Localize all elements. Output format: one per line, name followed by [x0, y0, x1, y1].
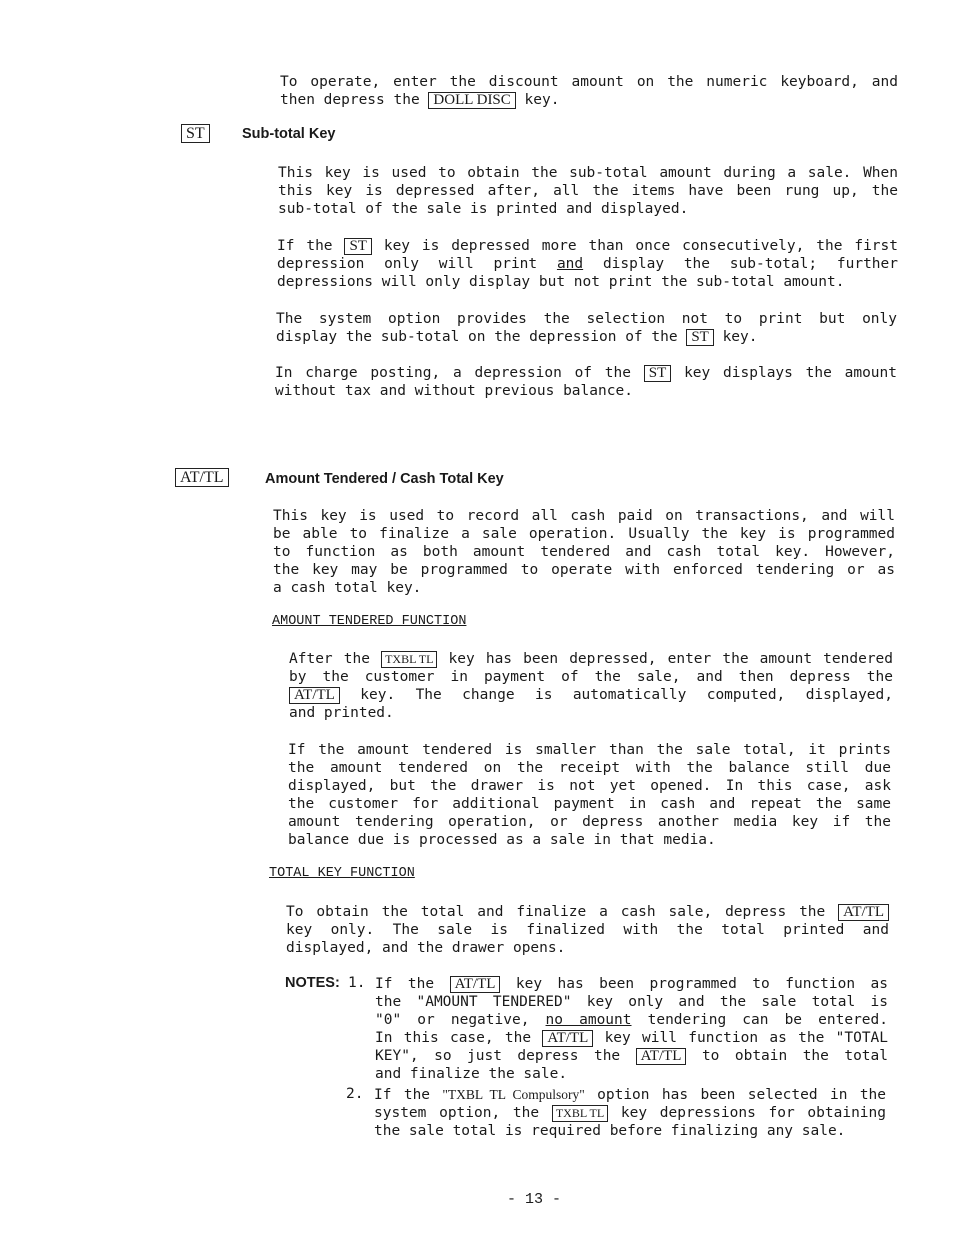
note-1-line-2: the "AMOUNT TENDERED" key only and the sale total is: [375, 994, 888, 1010]
attl-p1-line-3: to function as both amount tendered and cash total key. However,: [273, 544, 895, 560]
tk-p1-line-2: key only. The sale is finalized with the total printed and: [286, 922, 889, 938]
st-p2-line-1: If the ST key is depressed more than once consecutively, the first: [277, 238, 898, 254]
attl-section-title: Amount Tendered / Cash Total Key: [265, 471, 504, 487]
at-paragraph-2: [288, 741, 891, 849]
tk-paragraph-1: [286, 903, 889, 957]
at-p2-line-1: If the amount tendered is smaller than the sale total, it prints: [288, 742, 891, 758]
at-p1-line-2: by the customer in payment of the sale, and then depress the: [289, 669, 893, 685]
attl-p1-line-5: a cash total key.: [273, 580, 422, 596]
attl-side-key: AT/TL: [175, 468, 229, 487]
at-p1-line-1: After the TXBL TL key has been depressed, enter the amount tendered: [289, 651, 894, 667]
at-p2-line-5: amount tendering operation, or depress another media key if the: [288, 814, 891, 830]
st-paragraph-4: [275, 364, 897, 400]
st-p4-line-2: without tax and without previous balance.: [275, 383, 633, 399]
st-key-inline: ST: [686, 329, 714, 346]
note-2: [374, 1086, 886, 1140]
attl-p1-line-2: be able to finalize a sale operation. Usually the key is programmed: [273, 526, 895, 542]
st-p4-line-1: In charge posting, a depression of the ST key displays the amount: [275, 365, 897, 381]
note-1-line-5: KEY", so just depress the AT/TL to obtain the total: [375, 1048, 888, 1064]
txbl-tl-key-inline: TXBL TL: [381, 651, 437, 668]
tk-p1-line-1: To obtain the total and finalize a cash sale, depress the AT/TL: [286, 903, 889, 921]
at-p1-line-3: AT/TL key. The change is automatically computed, displayed,: [289, 686, 893, 704]
st-p2-line-2: depression only will print and display the sub-total; further: [277, 256, 898, 272]
note-1-number: 1.: [348, 975, 366, 991]
st-section-title: Sub-total Key: [242, 126, 336, 142]
notes-label: NOTES:: [285, 975, 340, 991]
st-p1-line-1: This key is used to obtain the sub-total amount during a sale. When: [278, 165, 898, 181]
attl-p1-line-4: the key may be programmed to operate with enforced tendering or as: [273, 562, 895, 578]
st-p1-line-3: sub-total of the sale is printed and displayed.: [278, 201, 689, 217]
at-p2-line-2: the amount tendered on the receipt with the balance still due: [288, 760, 891, 776]
at-paragraph-1: [289, 650, 893, 722]
st-p3-line-1: The system option provides the selection not to print but only: [276, 311, 897, 327]
tk-p1-line-3: displayed, and the drawer opens.: [286, 940, 566, 956]
page-number: - 13 -: [507, 1191, 562, 1208]
txbl-tl-key-inline: TXBL TL: [552, 1105, 608, 1122]
note-2-number: 2.: [346, 1086, 364, 1102]
note-2-line-2: system option, the TXBL TL key depressions for obtaining: [374, 1105, 886, 1121]
doll-disc-key: DOLL DISC: [428, 92, 515, 109]
attl-key-inline: AT/TL: [838, 904, 889, 921]
attl-key-inline: AT/TL: [289, 687, 340, 704]
intro-paragraph: [280, 73, 898, 109]
st-p3-line-2: display the sub-total on the depression of the ST key.: [276, 329, 758, 345]
amount-tendered-subheading: AMOUNT TENDERED FUNCTION: [272, 614, 467, 629]
attl-key-inline: AT/TL: [542, 1030, 593, 1047]
at-p1-line-4: and printed.: [289, 705, 394, 721]
note-1-line-3: "0" or negative, no amount tendering can be entered.: [375, 1012, 888, 1028]
st-p2-line-3: depressions will only display but not print the sub-total amount.: [277, 274, 845, 290]
st-paragraph-1: [278, 164, 898, 218]
attl-key-inline: AT/TL: [450, 976, 501, 993]
attl-p1-line-1: This key is used to record all cash paid on transactions, and will: [273, 508, 895, 524]
intro-line-2: then depress the DOLL DISC key.: [280, 92, 560, 108]
total-key-subheading: TOTAL KEY FUNCTION: [269, 866, 415, 881]
note-2-line-1: If the "TXBL TL Compulsory" option has been selected in the: [374, 1087, 887, 1103]
notes-label-block: [285, 974, 375, 992]
note-1-line-6: and finalize the sale.: [375, 1066, 568, 1082]
at-p2-line-6: balance due is processed as a sale in that media.: [288, 832, 716, 848]
at-p2-line-4: the customer for additional payment in cash and repeat the same: [288, 796, 891, 812]
note-1-line-4: In this case, the AT/TL key will function as the "TOTAL: [375, 1030, 889, 1046]
st-key-inline: ST: [644, 365, 672, 382]
st-key-inline: ST: [344, 238, 372, 255]
st-paragraph-3: [276, 310, 897, 346]
st-paragraph-2: [277, 237, 898, 291]
intro-line-1: To operate, enter the discount amount on the numeric keyboard, and: [280, 74, 898, 90]
note-1-line-1: If the AT/TL key has been programmed to function as: [375, 976, 888, 992]
at-p2-line-3: displayed, but the drawer is not yet opened. In this case, ask: [288, 778, 891, 794]
st-side-key: ST: [181, 124, 210, 143]
note-2-line-3: the sale total is required before finalizing any sale.: [374, 1123, 846, 1139]
note-1: [375, 975, 888, 1083]
st-p1-line-2: this key is depressed after, all the items have been rung up, the: [278, 183, 898, 199]
attl-paragraph-1: [273, 507, 895, 597]
attl-key-inline: AT/TL: [636, 1048, 687, 1065]
